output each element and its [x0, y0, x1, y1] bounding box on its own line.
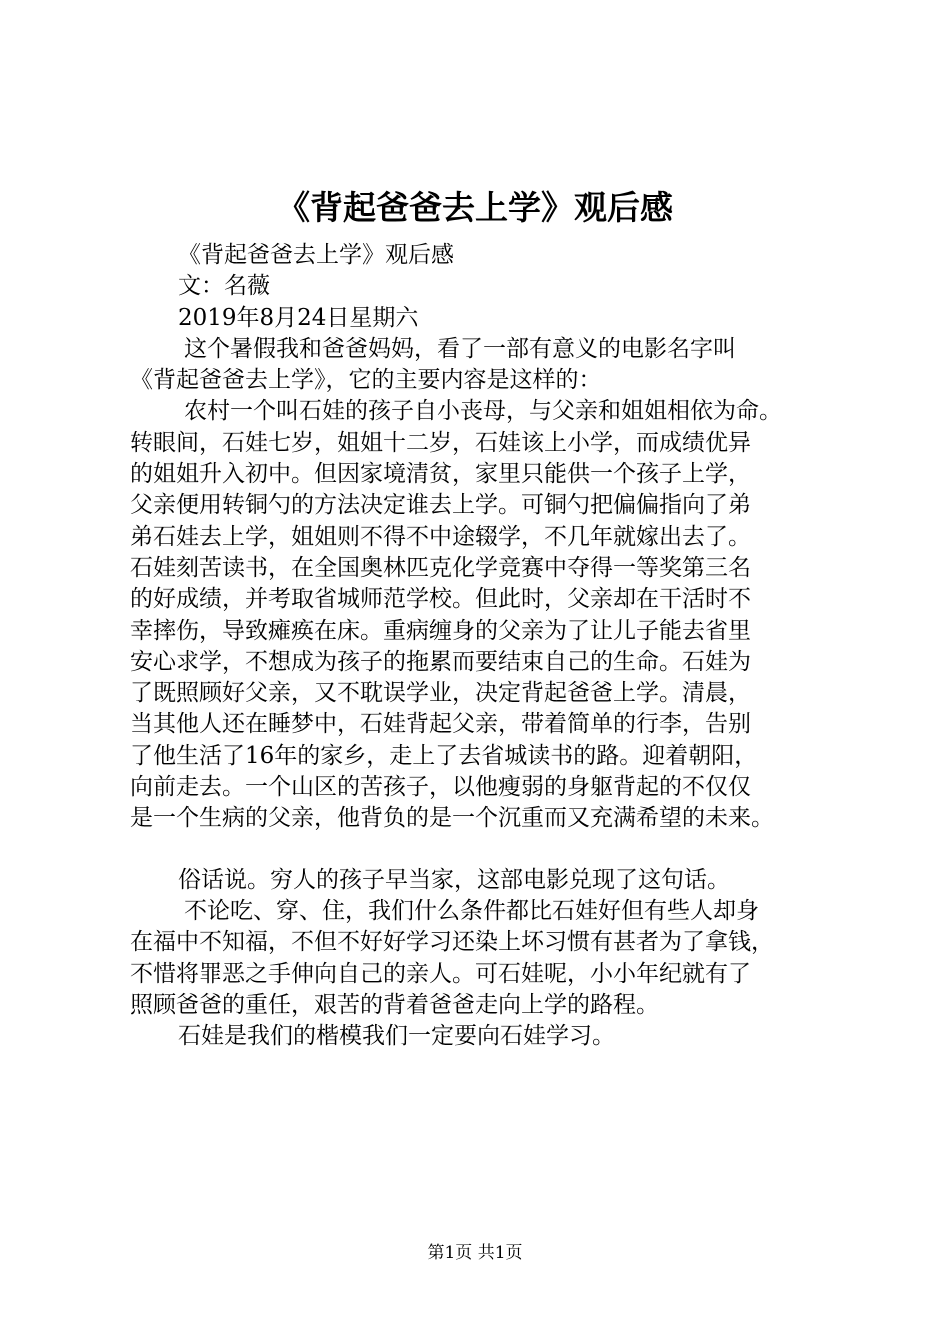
paragraph-line: 《背起爸爸去上学》，它的主要内容是这样的： — [130, 367, 602, 394]
subtitle-line: 《背起爸爸去上学》观后感 — [178, 242, 454, 268]
document-body — [130, 240, 832, 1052]
paragraph-line: 安心求学，不想成为孩子的拖累而要结束自己的生命。石娃为 — [130, 648, 751, 675]
paragraph-line: 石娃是我们的楷模我们一定要向石娃学习。 — [178, 1023, 615, 1050]
paragraph-line: 的好成绩，并考取省城师范学校。但此时，父亲却在干活时不 — [130, 586, 751, 613]
paragraph-line: 的姐姐升入初中。但因家境清贫，家里只能供一个孩子上学， — [130, 461, 751, 488]
paragraph-line: 不论吃、穿、住，我们什么条件都比石娃好但有些人却身 — [184, 897, 759, 924]
paragraph-line: 在福中不知福，不但不好好学习还染上坏习惯有甚者为了拿钱， — [130, 929, 774, 956]
paragraph-line: 弟石娃去上学，姐姐则不得不中途辍学，不几年就嫁出去了。 — [130, 523, 751, 550]
page-footer: 第1页 共1页 — [427, 1243, 523, 1263]
paragraph-line: 了既照顾好父亲，又不耽误学业，决定背起爸爸上学。清晨， — [130, 680, 751, 707]
paragraph-line: 不惜将罪恶之手伸向自己的亲人。可石娃呢，小小年纪就有了 — [130, 960, 751, 987]
paragraph-gap — [130, 835, 832, 865]
paragraph-line: 父亲便用转铜勺的方法决定谁去上学。可铜勺把偏偏指向了弟 — [130, 492, 751, 519]
paragraph-line: 了他生活了16年的家乡，走上了去省城读书的路。迎着朝阳， — [130, 742, 758, 769]
paragraph-line: 当其他人还在睡梦中，石娃背起父亲，带着简单的行李，告别 — [130, 711, 751, 738]
author-line: 文：名薇 — [178, 273, 270, 300]
paragraph-line: 是一个生病的父亲，他背负的是一个沉重而又充满希望的未来。 — [130, 805, 774, 832]
paragraph-line: 幸摔伤，导致瘫痪在床。重病缠身的父亲为了让儿子能去省里 — [130, 617, 751, 644]
paragraph-line: 农村一个叫石娃的孩子自小丧母，与父亲和姐姐相依为命。 — [184, 398, 782, 425]
paragraph-line: 照顾爸爸的重任，艰苦的背着爸爸走向上学的路程。 — [130, 991, 659, 1018]
paragraph-line: 这个暑假我和爸爸妈妈，看了一部有意义的电影名字叫 — [184, 335, 736, 362]
document-title: 《背起爸爸去上学》观后感 — [277, 188, 673, 227]
paragraph-line: 向前走去。一个山区的苦孩子，以他瘦弱的身躯背起的不仅仅 — [130, 774, 751, 801]
paragraph-line: 转眼间，石娃七岁，姐姐十二岁，石娃该上小学，而成绩优异 — [130, 429, 751, 456]
date-line: 2019年8月24日星期六 — [178, 304, 419, 331]
paragraph-line: 石娃刻苦读书，在全国奥林匹克化学竞赛中夺得一等奖第三名 — [130, 554, 751, 581]
paragraph-line: 俗话说。穷人的孩子早当家，这部电影兑现了这句话。 — [178, 866, 730, 893]
